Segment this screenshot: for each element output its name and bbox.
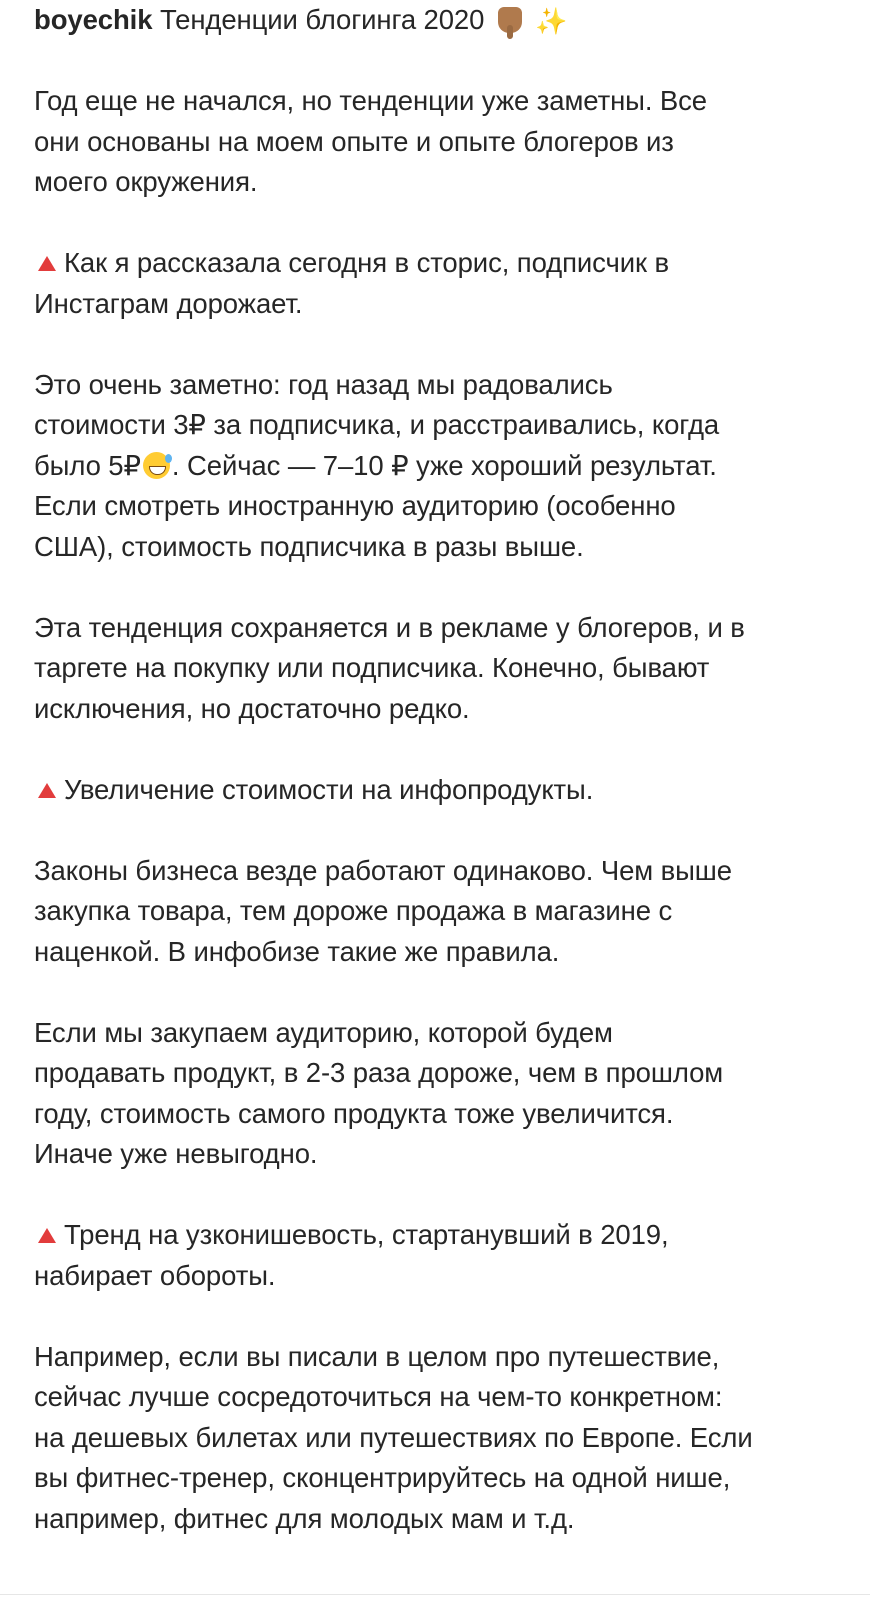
caption-text: Как я рассказала сегодня в сторис, подписчик в (64, 247, 669, 278)
bullet-line (34, 243, 840, 284)
caption-text-line: исключения, но достаточно редко. (34, 692, 470, 724)
red-triangle-pointed-up-icon (38, 256, 56, 271)
caption-text-line: Инстаграм дорожает. (34, 287, 303, 319)
paragraph-gap (34, 203, 840, 244)
divider (0, 1594, 870, 1595)
caption-text: . Сейчас — 7–10 ₽ уже хороший результат. (171, 449, 717, 481)
post-title: Тенденции блогинга 2020 (159, 4, 485, 35)
caption-text-line: Если мы закупаем аудиторию, которой будем (34, 1016, 613, 1048)
red-triangle-pointed-up-icon (38, 783, 56, 798)
grinning-face-with-sweat-icon (143, 452, 170, 479)
caption-text-line: вы фитнес-тренер, сконцентрируйтесь на одной нише, (34, 1462, 731, 1493)
caption-text-line: продавать продукт, в 2-3 раза дороже, чем в прошлом (34, 1057, 724, 1088)
paragraph-gap (34, 1175, 840, 1216)
caption-text-line: Эта тенденция сохраняется и в рекламе у блогеров, и в (34, 611, 745, 643)
paragraph-gap (34, 810, 840, 851)
paragraph-gap (34, 324, 840, 365)
paragraph-gap (34, 41, 840, 82)
caption-text-line: наценкой. В инфобизе такие же правила. (34, 935, 560, 967)
caption-header-line (34, 0, 840, 41)
caption-text-line: стоимости 3₽ за подписчика, и расстраивались, когда (34, 409, 720, 440)
red-triangle-pointed-up-icon (38, 1228, 56, 1243)
paragraph-gap (34, 972, 840, 1013)
caption-text-line: набирает обороты. (34, 1259, 276, 1291)
caption-text-line (34, 446, 840, 487)
caption-text-line: они основаны на моем опыте и опыте блогеров из (34, 125, 674, 157)
caption-text-line: США), стоимость подписчика в разы выше. (34, 530, 584, 562)
caption-text-line: сейчас лучше сосредоточиться на чем-то конкретном: (34, 1381, 723, 1412)
caption-text-line: Законы бизнеса везде работают одинаково. Чем выше (34, 854, 732, 886)
caption-text-line: закупка товара, тем дороже продажа в магазине с (34, 895, 673, 926)
post-caption (34, 0, 840, 1539)
bullet-line (34, 1215, 840, 1256)
bullet-line (34, 770, 840, 811)
paragraph-gap (34, 729, 840, 770)
caption-text-line: Иначе уже невыгодно. (34, 1138, 318, 1169)
paragraph-gap (34, 567, 840, 608)
caption-text-line: году, стоимость самого продукта тоже увеличится. (34, 1097, 674, 1129)
caption-text-line: Год еще не начался, но тенденции уже заметны. Все (34, 85, 707, 116)
backhand-index-pointing-down-icon (498, 7, 522, 33)
caption-text-line: на дешевых билетах или путешествиях по Европе. Если (34, 1421, 753, 1453)
caption-text-line: Это очень заметно: год назад мы радовались (34, 368, 613, 400)
caption-text-line: например, фитнес для молодых мам и т.д. (34, 1502, 575, 1534)
paragraph-gap (34, 1296, 840, 1337)
caption-text: Увеличение стоимости на инфопродукты. (64, 773, 594, 805)
sparkles-icon: ✨ (535, 7, 568, 37)
caption-text: было 5₽ (34, 449, 141, 481)
caption-text-line: таргете на покупку или подписчика. Конечно, бывают (34, 652, 710, 683)
caption-text-line: Например, если вы писали в целом про путешествие, (34, 1340, 720, 1372)
username-link[interactable]: boyechik (34, 4, 153, 35)
caption-text-line: моего окружения. (34, 166, 258, 197)
caption-text-line: Если смотреть иностранную аудиторию (особенно (34, 490, 676, 521)
caption-text: Тренд на узконишевость, стартанувший в 2019, (64, 1219, 669, 1250)
